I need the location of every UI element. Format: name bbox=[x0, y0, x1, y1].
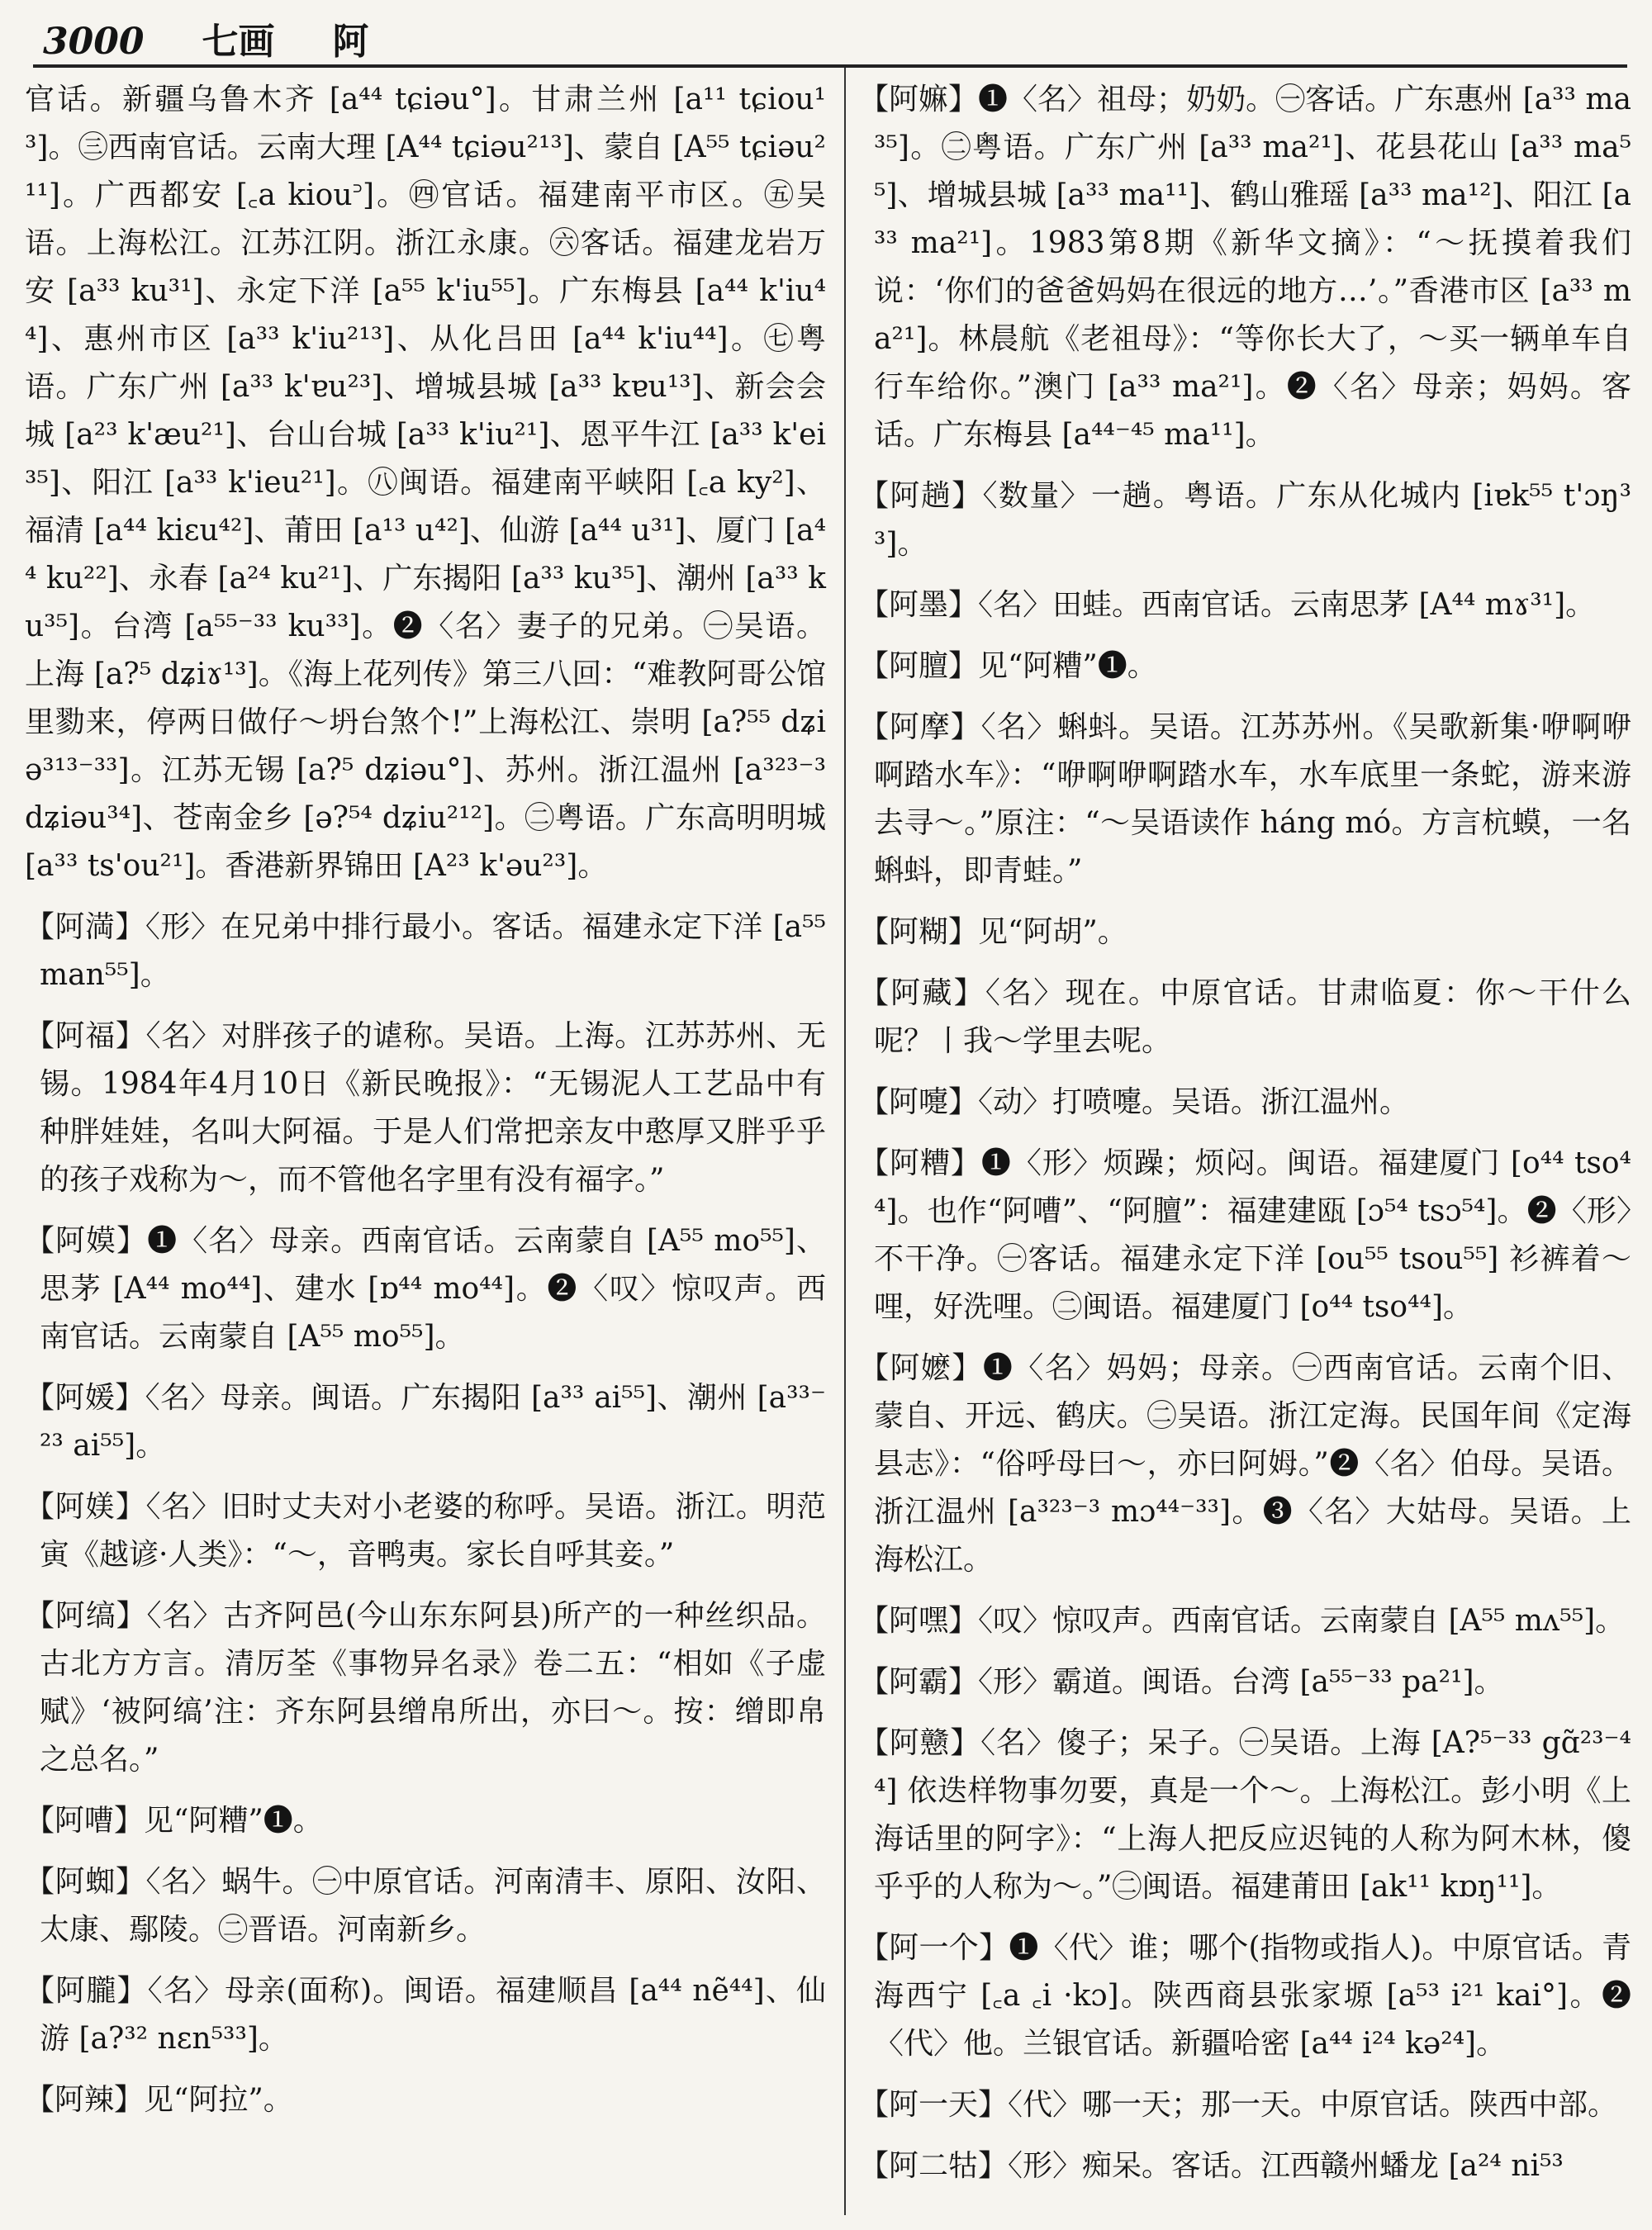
column-divider bbox=[844, 68, 846, 2215]
dictionary-entry: 【阿嬷】❶〈名〉妈妈；母亲。㊀西南官话。云南个旧、蒙自、开远、鹤庆。㊁吴语。浙江定海。民国年间《定海县志》：“俗呼母曰～，亦曰阿姆。”❷〈名〉伯母。吴语。浙江温州 [a³²³⁻³ mɔ⁴⁴⁻³³]。❸〈名〉大姑母。吴语。上海松江。 bbox=[859, 1351, 1631, 1577]
dictionary-entry: 【阿蜘】〈名〉蜗牛。㊀中原官话。河南清丰、原阳、汝阳、太康、鄢陵。㊁晋语。河南新乡。 bbox=[25, 1865, 826, 1947]
page-header bbox=[43, 12, 368, 64]
dictionary-entry: 【阿媛】〈名〉母亲。闽语。广东揭阳 [a³³ ai⁵⁵]、潮州 [a³³⁻²³ ai⁵⁵]。 bbox=[25, 1381, 826, 1463]
dictionary-entry: 【阿福】〈名〉对胖孩子的谑称。吴语。上海。江苏苏州、无锡。1984年4月10日《新民晚报》：“无锡泥人工艺品中有种胖娃娃，名叫大阿福。于是人们常把亲友中憨厚又胖乎乎的孩子戏称为～，而不管他名字里有没有福字。” bbox=[25, 1019, 826, 1197]
dictionary-entry: 【阿糊】见“阿胡”。 bbox=[859, 915, 1127, 949]
entry-continuation: 官话。新疆乌鲁木齐 [a⁴⁴ tɕiəu°]。甘肃兰州 [a¹¹ tɕiou¹³]。㊂西南官话。云南大理 [A⁴⁴ tɕiəu²¹³]、蒙自 [A⁵⁵ tɕiəu²¹¹]。广西都安 [꜀a kiou꜄]。㊃官话。福建南平市区。㊄吴语。上海松江。江苏江阴。浙江永康。㊅客话。福建龙岩万安 [a³³ ku³¹]、永定下洋 [a⁵⁵ k'iu⁵⁵]。广东梅县 [a⁴⁴ k'iu⁴⁴]、惠州市区 [a³³ k'iu²¹³]、从化吕田 [a⁴⁴ k'iu⁴⁴]。㊆粤语。广东广州 [a³³ k'ɐu²³]、增城县城 [a³³ kɐu¹³]、新会会城 [a²³ k'æu²¹]、台山台城 [a³³ k'iu²¹]、恩平牛江 [a³³ k'ei³⁵]、阳江 [a³³ k'ieu²¹]。㊇闽语。福建南平峡阳 [꜀a ky²]、福清 [a⁴⁴ kiɛu⁴²]、莆田 [a¹³ u⁴²]、仙游 [a⁴⁴ u³¹]、厦门 [a⁴⁴ ku²²]、永春 [a²⁴ ku²¹]、广东揭阳 [a³³ ku³⁵]、潮州 [a³³ ku³⁵]。台湾 [a⁵⁵⁻³³ ku³³]。❷〈名〉妻子的兄弟。㊀吴语。上海 [a?⁵ dʑiɤ¹³]。《海上花列传》第三八回：“难教阿哥公馆里勠来，停两日做仔～坍台煞个!”上海松江、崇明 [a?⁵⁵ dʑiə³¹³⁻³³]。江苏无锡 [a?⁵ dʑiəu°]、苏州。浙江温州 [a³²³⁻³ dʑiəu³⁴]、苍南金乡 [ə?⁵⁴ dʑiu²¹²]。㊁粤语。广东高明明城 [a³³ ts'ou²¹]。香港新界锦田 [A²³ k'əu²³]。 bbox=[25, 83, 826, 883]
dictionary-entry: 【阿一天】〈代〉哪一天；那一天。中原官话。陕西中部。 bbox=[859, 2088, 1618, 2122]
dictionary-entry: 【阿満】〈形〉在兄弟中排行最小。客话。福建永定下洋 [a⁵⁵ man⁵⁵]。 bbox=[25, 910, 826, 992]
dictionary-entry: 【阿嘈】见“阿糟”❶。 bbox=[25, 1804, 323, 1838]
dictionary-entry: 【阿缟】〈名〉古齐阿邑(今山东东阿县)所产的一种丝织品。古北方方言。清厉荃《事物异名录》卷二五：“相如《子虚赋》‘被阿缟’注：齐东阿县缯帛所出，亦曰～。按：缯即帛之总名。” bbox=[25, 1599, 826, 1777]
dictionary-entry: 【阿嫲】❶〈名〉祖母；奶奶。㊀客话。广东惠州 [a³³ ma³⁵]。㊁粤语。广东广州 [a³³ ma²¹]、花县花山 [a³³ ma⁵⁵]、增城县城 [a³³ ma¹¹]、鹤山雅瑶 [a³³ ma¹²]、阳江 [a³³ ma²¹]。1983第8期《新华文摘》：“～抚摸着我们说：‘你们的爸爸妈妈在很远的地方…’。”香港市区 [a³³ ma²¹]。林晨航《老祖母》：“等你长大了，～买一辆单车自行车给你。”澳门 [a³³ ma²¹]。❷〈名〉母亲；妈妈。客话。广东梅县 [a⁴⁴⁻⁴⁵ ma¹¹]。 bbox=[859, 83, 1631, 452]
dictionary-entry: 【阿糟】❶〈形〉烦躁；烦闷。闽语。福建厦门 [o⁴⁴ tso⁴⁴]。也作“阿嘈”、“阿膻”：福建建瓯 [ɔ⁵⁴ tsɔ⁵⁴]。❷〈形〉不干净。㊀客话。福建永定下洋 [ou⁵⁵ tsou⁵⁵] 衫裤着～哩，好洗哩。㊁闽语。福建厦门 [o⁴⁴ tso⁴⁴]。 bbox=[859, 1146, 1631, 1324]
left-column bbox=[25, 76, 826, 2137]
dictionary-entry: 【阿一个】❶〈代〉谁；哪个(指物或指人)。中原官话。青海西宁 [꜀a ꜀i ·kɔ]。陕西商县张家塬 [a⁵³ i²¹ kai°]。❷〈代〉他。兰银官话。新疆哈密 [a⁴⁴ i²⁴ kə²⁴]。 bbox=[859, 1931, 1631, 2061]
header-rule bbox=[33, 64, 1627, 68]
stroke-count-label: 七画 bbox=[202, 21, 275, 63]
head-character: 阿 bbox=[332, 21, 369, 63]
dictionary-entry: 【阿膻】见“阿糟”❶。 bbox=[859, 649, 1157, 683]
dictionary-entry: 【阿嫫】❶〈名〉母亲。西南官话。云南蒙自 [A⁵⁵ mo⁵⁵]、思茅 [A⁴⁴ mo⁴⁴]、建水 [ɒ⁴⁴ mo⁴⁴]。❷〈叹〉惊叹声。西南官话。云南蒙自 [A⁵⁵ mo⁵⁵]。 bbox=[25, 1224, 826, 1354]
page-number: 3000 bbox=[43, 21, 145, 63]
dictionary-entry: 【阿朧】〈名〉母亲(面称)。闽语。福建顺昌 [a⁴⁴ nẽ⁴⁴]、仙游 [a?³² nɛn⁵³³]。 bbox=[25, 1974, 826, 2056]
dictionary-entry: 【阿趟】〈数量〉一趟。粤语。广东从化城内 [iɐk⁵⁵ t'ɔŋ³³]。 bbox=[859, 479, 1631, 561]
dictionary-entry: 【阿霸】〈形〉霸道。闽语。台湾 [a⁵⁵⁻³³ pa²¹]。 bbox=[859, 1665, 1504, 1699]
dictionary-entry: 【阿嚏】〈动〉打喷嚏。吴语。浙江温州。 bbox=[859, 1085, 1410, 1119]
dictionary-entry: 【阿戆】〈名〉傻子；呆子。㊀吴语。上海 [A?⁵⁻³³ gɑ̃²³⁻⁴⁴] 依迭样物事勿要，真是一个～。上海松江。彭小明《上海话里的阿字》：“上海人把反应迟钝的人称为阿木林，傻乎乎的人称为～。”㊁闽语。福建莆田 [ak¹¹ kɒŋ¹¹]。 bbox=[859, 1726, 1631, 1904]
dictionary-entry: 【阿二牯】〈形〉痴呆。客话。江西赣州蟠龙 [a²⁴ ni⁵³ bbox=[859, 2149, 1564, 2183]
right-column bbox=[859, 76, 1631, 2204]
dictionary-entry: 【阿嘿】〈叹〉惊叹声。西南官话。云南蒙自 [A⁵⁵ mʌ⁵⁵]。 bbox=[859, 1604, 1626, 1638]
dictionary-entry: 【阿墨】〈名〉田蛙。西南官话。云南思茅 [A⁴⁴ mɤ³¹]。 bbox=[859, 588, 1596, 622]
dictionary-entry: 【阿藏】〈名〉现在。中原官话。甘肃临夏：你～干什么呢？丨我～学里去呢。 bbox=[859, 976, 1631, 1058]
dictionary-entry: 【阿摩】〈名〉蝌蚪。吴语。江苏苏州。《吴歌新集·咿啊咿啊踏水车》：“咿啊咿啊踏水车，水车底里一条蛇，游来游去寻～。”原注：“～吴语读作 háng mó。方言杭蟆，一名蝌蚪，即青蛙。” bbox=[859, 710, 1631, 888]
dictionary-entry: 【阿媄】〈名〉旧时丈夫对小老婆的称呼。吴语。浙江。明范寅《越谚·人类》：“～，音鸭夷。家长自呼其妾。” bbox=[25, 1490, 826, 1572]
dictionary-entry: 【阿辣】见“阿拉”。 bbox=[25, 2083, 293, 2117]
